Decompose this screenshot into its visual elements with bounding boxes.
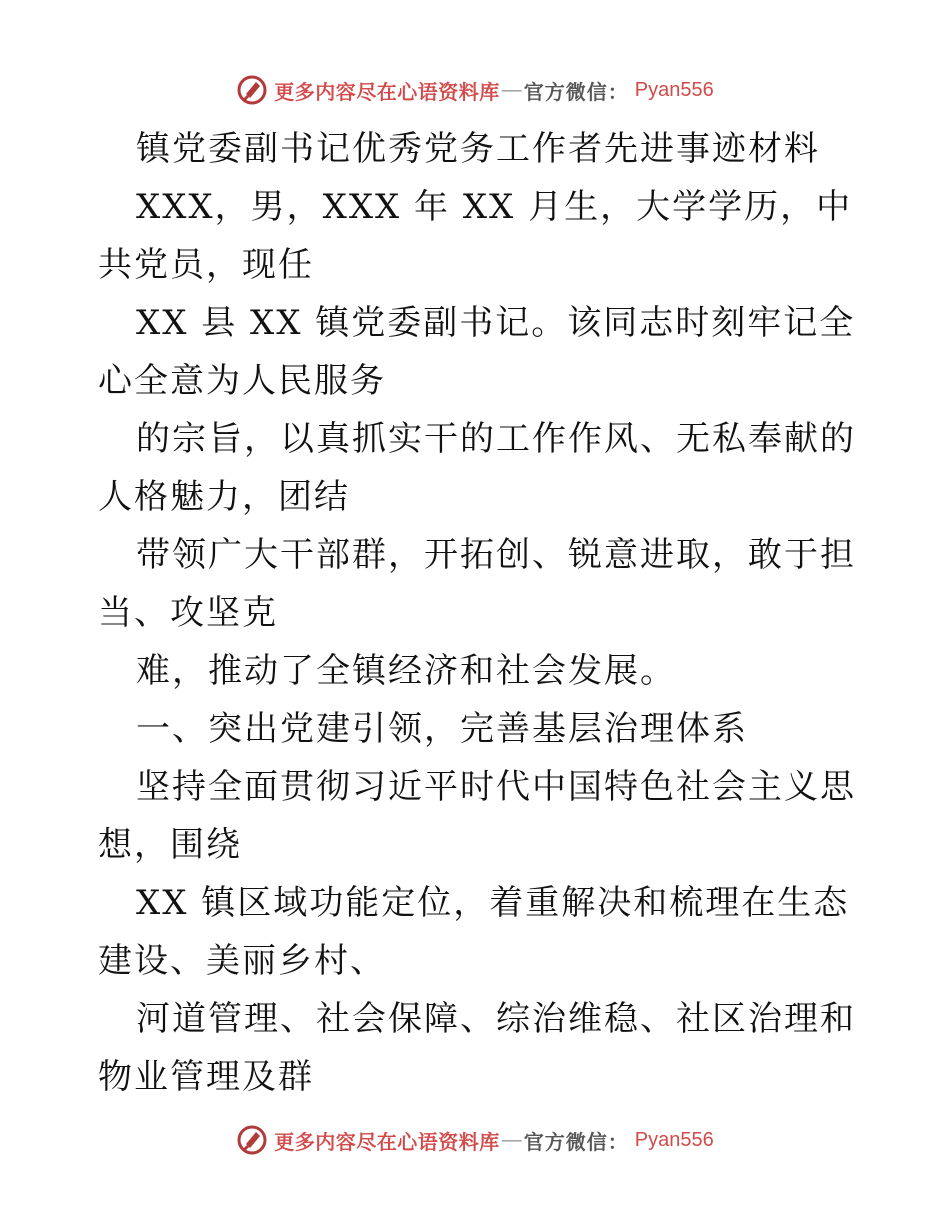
brand-logo-icon	[236, 74, 268, 106]
watermark-separator: —	[501, 1128, 522, 1151]
paragraph: 河道管理、社会保障、综治维稳、社区治理和物业管理及群	[98, 999, 856, 1097]
watermark-text: 更多内容尽在心语资料库	[274, 79, 500, 104]
watermark-separator: —	[501, 78, 522, 101]
paragraph: 坚持全面贯彻习近平时代中国特色社会主义思想，围绕	[98, 767, 856, 865]
watermark-wechat-label: 官方微信：	[523, 79, 629, 104]
document-body	[98, 120, 868, 1106]
header-watermark	[0, 70, 950, 110]
paragraph: 带领广大干部群，开拓创、锐意进取，敢于担当、攻坚克	[98, 535, 856, 633]
paragraph: XX 镇区域功能定位，着重解决和梳理在生态建设、美丽乡村、	[98, 883, 850, 981]
paragraph: XXX，男，XXX 年 XX 月生，大学学历，中共党员，现任	[98, 187, 853, 285]
brand-logo-icon	[236, 1124, 268, 1156]
footer-watermark	[0, 1120, 950, 1160]
document-title: 镇党委副书记优秀党务工作者先进事迹材料	[136, 129, 820, 169]
watermark-wechat-id: Pyan556	[634, 1128, 714, 1151]
watermark-wechat-id: Pyan556	[634, 78, 714, 101]
watermark-text: 更多内容尽在心语资料库	[274, 1129, 500, 1154]
watermark-wechat-label: 官方微信：	[523, 1129, 629, 1154]
section-heading: 一、突出党建引领，完善基层治理体系	[136, 709, 748, 749]
paragraph: XX 县 XX 镇党委副书记。该同志时刻牢记全心全意为人民服务	[98, 303, 856, 401]
paragraph: 难，推动了全镇经济和社会发展。	[136, 651, 676, 691]
paragraph: 的宗旨，以真抓实干的工作作风、无私奉献的人格魅力，团结	[98, 419, 856, 517]
